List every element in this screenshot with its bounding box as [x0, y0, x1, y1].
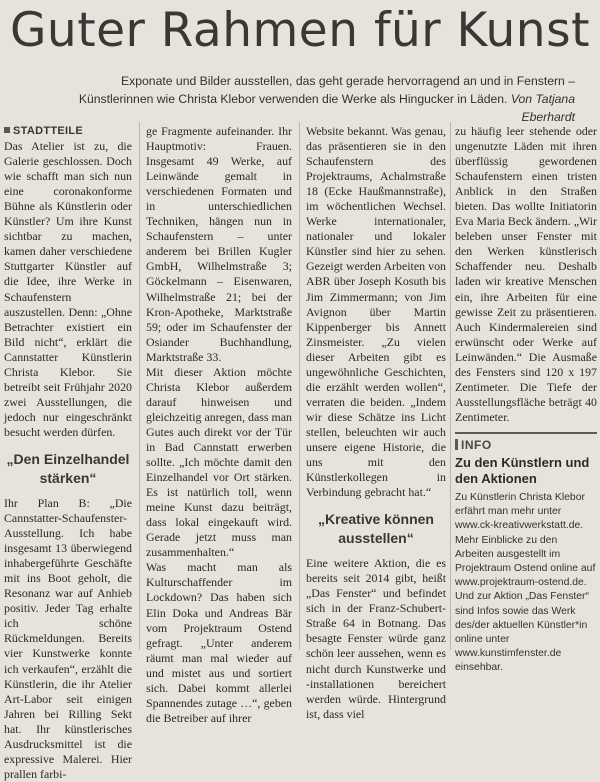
column-rule: [299, 122, 300, 650]
paragraph: zu häufig leer stehende oder ungenutzte Läden mit ihren überflüssig gewordenen Schaufenstern einen tristen Anblick in den Straßen bieten. Das wollte Initiatorin Eva Maria Beck ändern. „Wir beleben unser Fenster mit den Werken künstlerisch Schaffender neu. Deshalb laden wir kreative Menschen ein, ihre Arbeiten für eine gewisse Zeit zu präsentieren. Auch Kindermalereien sind erwünscht oder Werke auf Leinwänden.“ Die Ausmaße des Fensters sind 120 x 197 Zentimeter. Die Tiefe der Ausstellungsfläche beträgt 40 Zentimeter.: [455, 124, 597, 424]
section-kicker-label: STADTTEILE: [13, 125, 84, 137]
article-column-1: [4, 124, 132, 781]
section-kicker: [4, 124, 132, 139]
info-label: [455, 432, 597, 452]
article-column-3: [306, 124, 446, 721]
paragraph: Was macht man als Kulturschaffender im Lockdown? Das haben sich Elin Doka und Andreas Bär vom Projektraum Ostend gefragt. „Unter anderem räumt man mal wieder auf und mistet aus und sortiert sich. Dabei kommt allerlei Spannendes zutage …“, geben die Betreiber auf ihrer: [146, 560, 292, 725]
article-column-4: [455, 124, 597, 424]
paragraph: Mit dieser Aktion möchte Christa Klebor außerdem darauf hinweisen und gleichzeitig anregen, dass man Gutes auch direkt vor der Tür in Bad Cannstatt erwerben sollte. „Ich möchte damit den Einzelhandel vor Ort stärken. Es ist natürlich toll, wenn meine Kunst dazu beiträgt, dass lokal eingekauft wird. Gerade jetzt muss man zusammenhalten.“: [146, 364, 292, 560]
crosshead: „Kreative können ausstellen“: [318, 511, 434, 547]
info-box: [455, 432, 597, 674]
column-rule: [450, 122, 451, 650]
crosshead: „Den Einzelhandel stärken“: [6, 450, 130, 486]
subheadline: [30, 72, 575, 126]
square-bullet-icon: [4, 127, 10, 133]
subheadline-line-2: [30, 90, 575, 126]
paragraph: Website bekannt. Was genau, das präsentieren sie in den Schaufenstern des Projektraums, Achalmstraße 18 (Ecke Haußmannstraße), im wöchentlichen Wechsel. Werke internationaler, nationaler und lokaler Künstler sind hier zu sehen. Gezeigt werden Arbeiten von ABR über Joseph Kosuth bis Jim Zimmermann; von Jim Avignon über Martin Kippenberger bis Annett Zinsmeister. „Zu vielen dieser Arbeiten gibt es ungewöhnliche Geschichten, die erzählt werden wollen“, verraten die beiden. „Indem wir diese Schätze ins Licht stellen, beleuchten wir auch unsere eigene Historie, die uns mit den Künstlerkollegen in Verbindung gebracht hat.“: [306, 124, 446, 500]
paragraph: Das Atelier ist zu, die Galerie geschlossen. Doch wie schafft man sich nun eine coronakonforme Bühne als Künstlerin oder Künstler? Um ihre Kunst sichtbar zu machen, kamen daher verschiedene Stuttgarter Künstler auf die Idee, ihre Werke in Schaufenstern auszustellen. Denn: „Ohne Betrachter existiert ein Bild nicht“, erklärt die Cannstatter Künstlerin Christa Klebor. Sie betreibt seit Frühjahr 2020 zwei Ausstellungen, die jedoch nur eingeschränkt besucht werden dürfen.: [4, 139, 132, 439]
info-label-text: INFO: [461, 438, 492, 452]
column-rule: [139, 122, 140, 650]
info-body: Zu Künstlerin Christa Klebor erfährt man mehr unter www.ck-kreativwerkstatt.de. Mehr Einblicke zu den Arbeiten ausgestellt im Projektraum Ostend online auf www.projektraum-ostend.de. Und zur Aktion „Das Fenster“ sind Infos sowie das Werk des/der aktuellen Künstler*in online unter www.kunstimfenster.de einsehbar.: [455, 492, 596, 674]
subheadline-line-1: Exponate und Bilder ausstellen, das geht gerade hervorragend an und in Fenstern –: [121, 74, 575, 88]
subheadline-text: Künstlerinnen wie Christa Klebor verwenden die Werke als Hingucker in Läden.: [78, 92, 508, 106]
headline: Guter Rahmen für Kunst: [9, 3, 591, 58]
byline: Von Tatjana Eberhardt: [510, 92, 575, 124]
article-column-2: [146, 124, 292, 725]
paragraph: ge Fragmente aufeinander. Ihr Hauptmotiv: Frauen. Insgesamt 49 Werke, auf Leinwände gemalt in verschiedenen Formaten und in unterschiedlichen Techniken, hängen nun in Schaufenstern – unter anderem bei Brillen Kugler GmbH, Wilhelmstraße 3; Göckelmann – Eisenwaren, Wilhelmstraße 21; bei der Kron-Apotheke, Marktstraße 59; oder im Schaufenster der Osiander Buchhandlung, Marktstraße 33.: [146, 124, 292, 364]
paragraph: Ihr Plan B: „Die Cannstatter-Schaufenster-Ausstellung. Ich habe insgesamt 13 überwiegend inhabergeführte Geschäfte mit ins Boot geholt, die Resonanz war auf Anhieb positiv. Jeder Tag erhalte ich schöne Rückmeldungen. Bereits vier Kunstwerke konnte ich verkaufen“, erzählt die Künstlerin, die ihr Atelier Art-Labor seit einigen Jahren bei Rilling Sekt hat. Ihr künstlerisches Ausdrucksmittel ist die expressive Malerei. Hier prallen farbi-: [4, 495, 132, 781]
info-title: Zu den Künstlern und den Aktionen: [455, 455, 590, 486]
paragraph: Eine weitere Aktion, die es bereits seit 2014 gibt, heißt „Das Fenster“ und befindet sich in der Franz-Schubert-Straße 64 in Botnang. Das besagte Fenster würde ganz schön leer aussehen, wenn es nicht durch Kunstwerke und -installationen bereichert werden würde. Hintergrund ist, dass viel: [306, 556, 446, 721]
info-bar-icon: [455, 439, 458, 450]
